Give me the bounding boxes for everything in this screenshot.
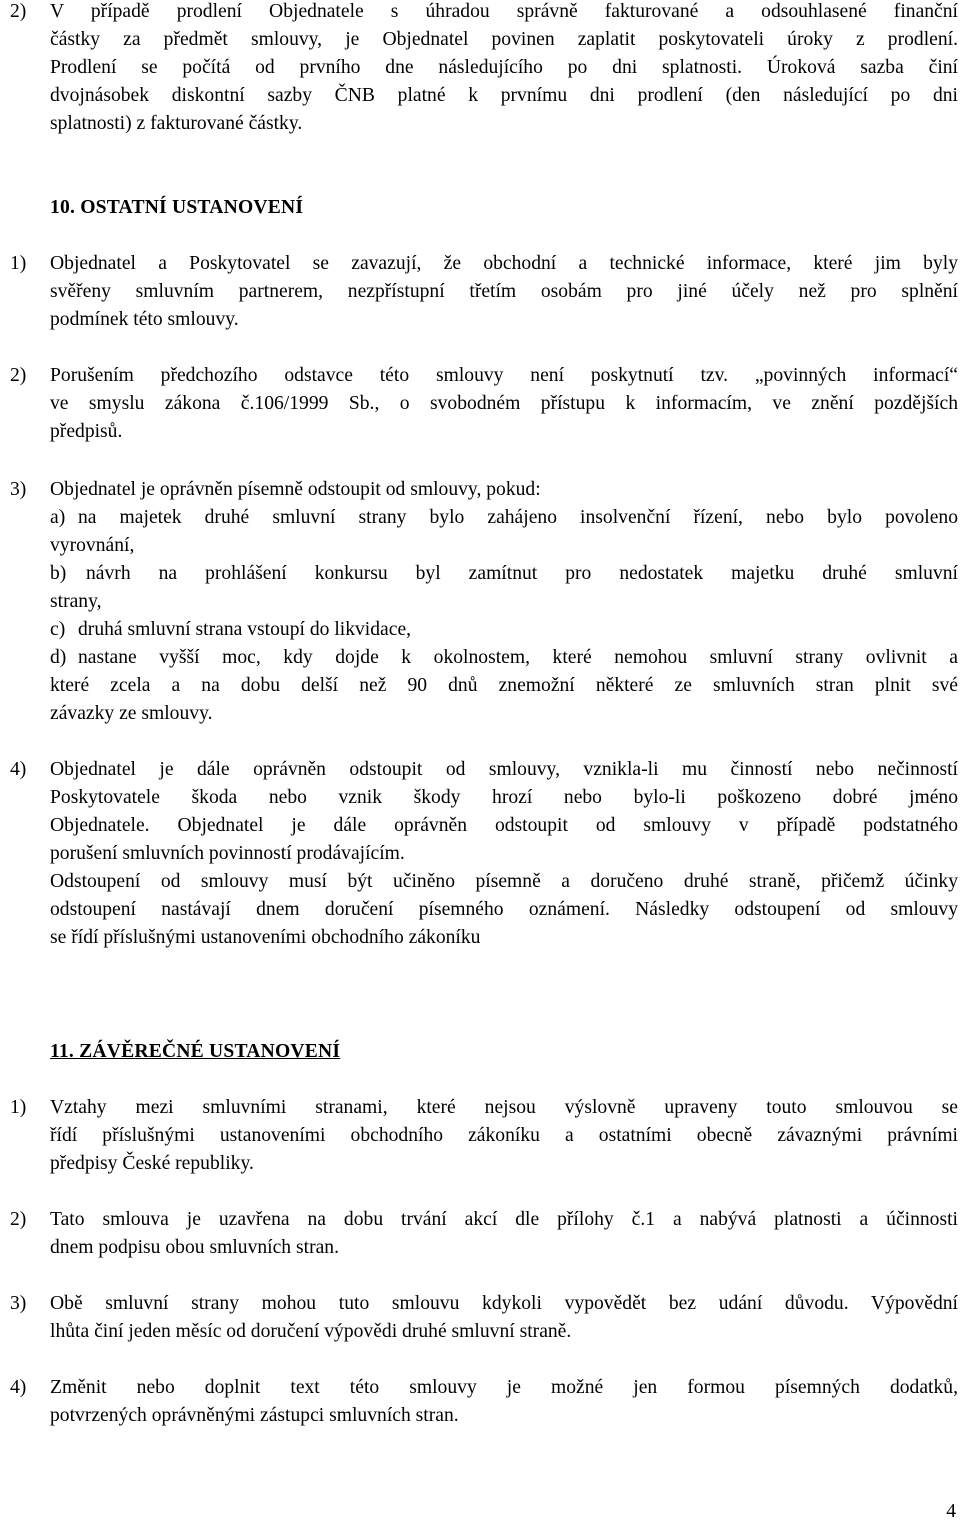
- paragraph-text: Objednatel je oprávněn písemně odstoupit od smlouvy, pokud:: [50, 479, 541, 500]
- page-number: 4: [946, 1501, 956, 1522]
- paragraph-line: svěřeny smluvním partnerem, nezpřístupní třetím osobám pro jiné účely než pro splnění: [50, 281, 958, 302]
- paragraph-text: Objednatel a Poskytovatel se zavazují, že obchodní a technické informace, které jim byly: [50, 253, 958, 274]
- paragraph-line: odstoupení nastávají dnem doručení písemného oznámení. Následky odstoupení od smlouvy: [50, 899, 958, 920]
- list-item-line: [50, 644, 958, 672]
- document-page: [10, 0, 958, 1536]
- paragraph-line: dvojnásobek diskontní sazby ČNB platné k prvnímu dni prodlení (den následující po dni: [50, 85, 958, 106]
- paragraph-line: řídí příslušnými ustanoveními obchodního zákoníku a ostatními obecně závaznými právními: [50, 1125, 958, 1146]
- paragraph-line: lhůta činí jeden měsíc od doručení výpovědi druhé smluvní straně.: [50, 1321, 572, 1342]
- list-item-line: [50, 616, 958, 644]
- section-heading: 11. ZÁVĚREČNÉ USTANOVENÍ: [50, 1041, 341, 1062]
- paragraph-line: [10, 1094, 958, 1122]
- list-item-text: návrh na prohlášení konkursu byl zamítnut pro nedostatek majetku druhé smluvní: [86, 563, 958, 584]
- list-item-line: [50, 560, 958, 588]
- paragraph-line: ve smyslu zákona č.106/1999 Sb., o svobodném přístupu k informacím, ve znění pozdějších: [50, 393, 958, 414]
- paragraph-line: Prodlení se počítá od prvního dne následujícího po dni splatnosti. Úroková sazba činí: [50, 57, 958, 78]
- paragraph-number: 3): [10, 1293, 27, 1314]
- paragraph-text: Změnit nebo doplnit text této smlouvy je možné jen formou písemných dodatků,: [50, 1377, 958, 1398]
- paragraph-line: [10, 1374, 958, 1402]
- paragraph-number: 2): [10, 1, 27, 22]
- paragraph-text: Obě smluvní strany mohou tuto smlouvu kdykoli vypovědět bez udání důvodu. Výpovědní: [50, 1293, 958, 1314]
- paragraph-text: Objednatel je dále oprávněn odstoupit od smlouvy, vznikla-li mu činností nebo nečinností: [50, 759, 958, 780]
- paragraph-line: [10, 362, 958, 390]
- paragraph-line: [10, 250, 958, 278]
- list-item-text: na majetek druhé smluvní strany bylo zahájeno insolvenční řízení, nebo bylo povoleno: [78, 507, 958, 528]
- section-heading: 10. OSTATNÍ USTANOVENÍ: [50, 197, 304, 218]
- list-item-line: závazky ze smlouvy.: [50, 703, 213, 724]
- list-item-label: a): [50, 507, 66, 528]
- list-item-text: nastane vyšší moc, kdy dojde k okolnostem, které nemohou smluvní strany ovlivnit a: [78, 647, 958, 668]
- list-item-label: c): [50, 619, 66, 640]
- list-item-label: b): [50, 563, 67, 584]
- paragraph-text: V případě prodlení Objednatele s úhradou správně fakturované a odsouhlasené finanční: [50, 1, 958, 22]
- paragraph-number: 2): [10, 1209, 27, 1230]
- list-item-label: d): [50, 647, 67, 668]
- paragraph-line: se řídí příslušnými ustanoveními obchodního zákoníku: [50, 927, 481, 948]
- paragraph-line: Odstoupení od smlouvy musí být učiněno písemně a doručeno druhé straně, přičemž účinky: [50, 871, 958, 892]
- paragraph-text: Porušením předchozího odstavce této smlouvy není poskytnutí tzv. „povinných informací“: [50, 365, 958, 386]
- list-item-line: strany,: [50, 591, 102, 612]
- paragraph-number: 1): [10, 253, 27, 274]
- paragraph-line: porušení smluvních povinností prodávajícím.: [50, 843, 405, 864]
- paragraph-number: 2): [10, 365, 27, 386]
- list-item-text: druhá smluvní strana vstoupí do likvidace,: [78, 619, 412, 640]
- paragraph-line: [10, 476, 958, 504]
- paragraph-line: předpisů.: [50, 421, 123, 442]
- paragraph-text: Tato smlouva je uzavřena na dobu trvání akcí dle přílohy č.1 a nabývá platnosti a účinnosti: [50, 1209, 958, 1230]
- list-item-line: [50, 504, 958, 532]
- paragraph-line: [10, 756, 958, 784]
- paragraph-number: 3): [10, 479, 27, 500]
- paragraph-number: 1): [10, 1097, 27, 1118]
- paragraph-line: [10, 0, 958, 26]
- list-item-line: vyrovnání,: [50, 535, 135, 556]
- paragraph-line: potvrzených oprávněnými zástupci smluvních stran.: [50, 1405, 459, 1426]
- paragraph-line: [10, 1290, 958, 1318]
- paragraph-line: předpisy České republiky.: [50, 1153, 254, 1174]
- paragraph-line: [10, 1206, 958, 1234]
- paragraph-line: podmínek této smlouvy.: [50, 309, 239, 330]
- paragraph-line: Poskytovatele škoda nebo vznik škody hrozí nebo bylo-li poškozeno dobré jméno: [50, 787, 958, 808]
- paragraph-line: částky za předmět smlouvy, je Objednatel povinen zaplatit poskytovateli úroky z prodlení.: [50, 29, 958, 50]
- paragraph-line: dnem podpisu obou smluvních stran.: [50, 1237, 339, 1258]
- paragraph-line: splatnosti) z fakturované částky.: [50, 113, 303, 134]
- paragraph-number: 4): [10, 759, 27, 780]
- paragraph-line: Objednatele. Objednatel je dále oprávněn odstoupit od smlouvy v případě podstatného: [50, 815, 958, 836]
- list-item-line: které zcela a na dobu delší než 90 dnů znemožní některé ze smluvních stran plnit své: [50, 675, 958, 696]
- paragraph-text: Vztahy mezi smluvními stranami, které nejsou výslovně upraveny touto smlouvou se: [50, 1097, 958, 1118]
- paragraph-number: 4): [10, 1377, 27, 1398]
